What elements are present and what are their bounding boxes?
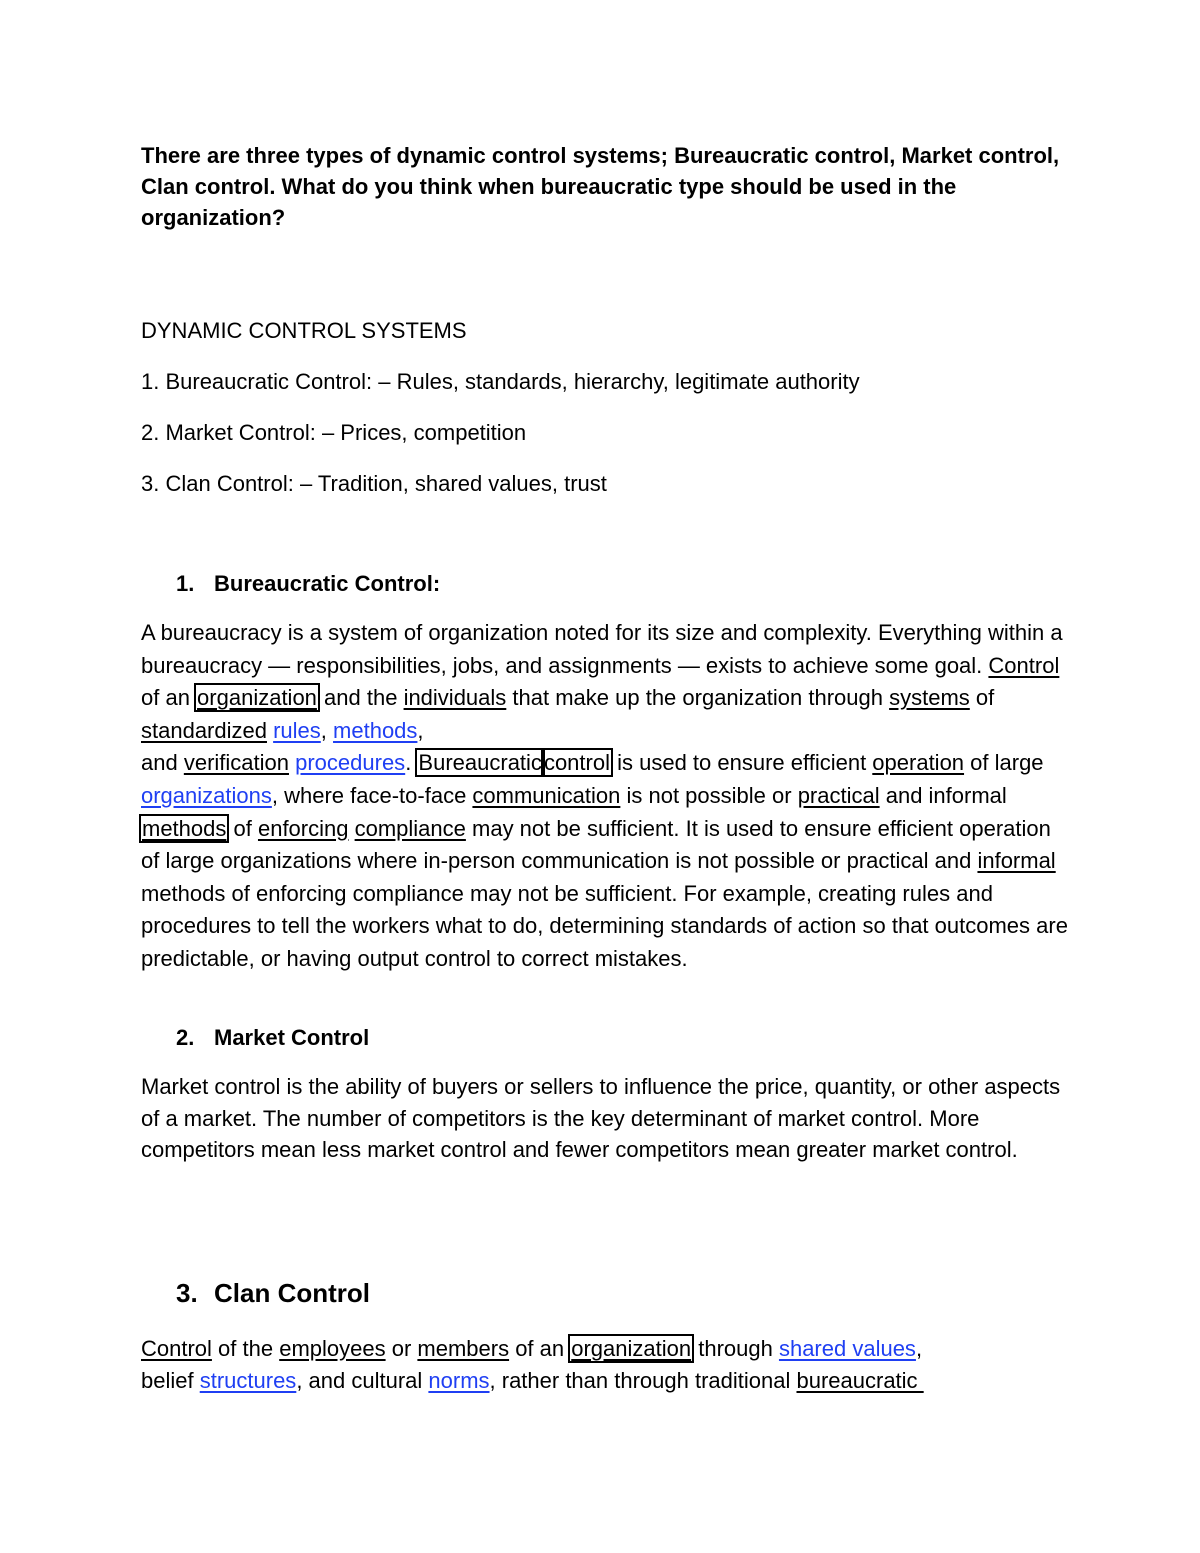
paragraph-text: of an (141, 685, 197, 711)
paragraph-text: may not be sufficient. It is used to ensure efficient operation of large organizations where in-person communication is not possible or practical and (141, 815, 1051, 874)
section-heading-market (176, 1022, 1106, 1053)
link-informal[interactable]: informal (977, 848, 1056, 874)
section-heading-clan (176, 1276, 1106, 1310)
clan-paragraph (141, 1333, 1071, 1397)
paragraph-text: , rather than through traditional (489, 1368, 797, 1393)
link-procedures[interactable]: procedures (295, 750, 406, 776)
link-bureaucratic[interactable]: Bureaucratic (418, 750, 542, 776)
link-norms[interactable]: norms (428, 1368, 490, 1393)
link-operation[interactable]: operation (872, 750, 965, 776)
link-practical[interactable]: practical (797, 782, 880, 808)
paragraph-text: , (320, 717, 334, 743)
section-number: 2. (176, 1025, 195, 1050)
section-heading-label: Market Control (214, 1025, 370, 1050)
paragraph-text: , (915, 1336, 923, 1361)
systems-item-3: 3. Clan Control: – Tradition, shared values, trust (141, 471, 607, 496)
market-paragraph: Market control is the ability of buyers or sellers to influence the price, quantity, or other aspects of a market. The number of competitors is the key determinant of market control. More competitors mean less market control and fewer competitors mean greater market control. (141, 1074, 1061, 1162)
link-structures[interactable]: structures (199, 1368, 297, 1393)
paragraph-text: of (227, 815, 258, 841)
link-communication[interactable]: communication (472, 782, 621, 808)
link-enforcing[interactable]: enforcing (257, 815, 349, 841)
paragraph-text: of large (964, 750, 1044, 776)
link-standardized[interactable]: standardized (141, 717, 267, 743)
paragraph-text: belief (141, 1368, 200, 1393)
paragraph-text: and informal (879, 782, 1007, 808)
section-heading-label: Clan Control (214, 1278, 370, 1308)
link-methods[interactable]: methods (333, 717, 418, 743)
link-compliance[interactable]: compliance (354, 815, 466, 841)
section-number: 3. (176, 1278, 198, 1308)
paragraph-text: , and cultural (296, 1368, 429, 1393)
link-control[interactable]: Control (988, 652, 1060, 678)
paragraph-text: is not possible or (620, 782, 798, 808)
paragraph-text: and the (317, 685, 404, 711)
link-systems[interactable]: systems (889, 685, 970, 711)
bureaucratic-paragraph (141, 617, 1071, 976)
link-shared-values[interactable]: shared values (778, 1336, 916, 1361)
paragraph-text: that make up the organization through (506, 685, 890, 711)
link-rules[interactable]: rules (273, 717, 321, 743)
paragraph-text: A bureaucracy is a system of organization noted for its size and complexity. Everything within a bureaucracy — responsibilities, jobs, and assignments — exists to achieve some goal. (141, 620, 1063, 678)
link-verification[interactable]: verification (183, 750, 289, 776)
systems-item-1: 1. Bureaucratic Control: – Rules, standards, hierarchy, legitimate authority (141, 369, 860, 394)
paragraph-text: of (969, 685, 995, 711)
section-number: 1. (176, 571, 195, 596)
paragraph-text: and (141, 750, 184, 776)
link-methods-2[interactable]: methods (142, 815, 227, 841)
link-organization[interactable]: organization (197, 685, 317, 711)
link-organization[interactable]: organization (571, 1336, 692, 1361)
question-text: There are three types of dynamic control systems; Bureaucratic control, Market control, Clan control. What do you think when bureaucratic type should be used in the organization? (141, 143, 1060, 230)
paragraph-text: , where face-to-face (271, 782, 473, 808)
link-control-2[interactable]: control (543, 750, 610, 776)
paragraph-text: . (405, 750, 418, 776)
link-members[interactable]: members (417, 1336, 510, 1361)
link-organizations[interactable]: organizations (141, 782, 272, 808)
paragraph-text: or (385, 1336, 418, 1361)
paragraph-text: of the (211, 1336, 280, 1361)
paragraph-text: is used to ensure efficient (610, 750, 873, 776)
paragraph-text: of an (509, 1336, 571, 1361)
systems-item-2: 2. Market Control: – Prices, competition (141, 420, 527, 445)
paragraph-text: through (692, 1336, 779, 1361)
section-heading-bureaucratic (176, 568, 1106, 599)
systems-title: DYNAMIC CONTROL SYSTEMS (141, 318, 467, 343)
paragraph-text: , (417, 717, 424, 743)
link-employees[interactable]: employees (279, 1336, 386, 1361)
paragraph-text: methods of enforcing compliance may not be sufficient. For example, creating rules and procedures to tell the workers what to do, determining standards of action so that outcomes are predictable, or having output control to correct mistakes. (141, 880, 1068, 971)
section-heading-label: Bureaucratic Control: (214, 571, 441, 596)
link-individuals[interactable]: individuals (403, 685, 507, 711)
link-bureaucratic[interactable]: bureaucratic (796, 1368, 924, 1393)
link-control[interactable]: Control (141, 1336, 212, 1361)
